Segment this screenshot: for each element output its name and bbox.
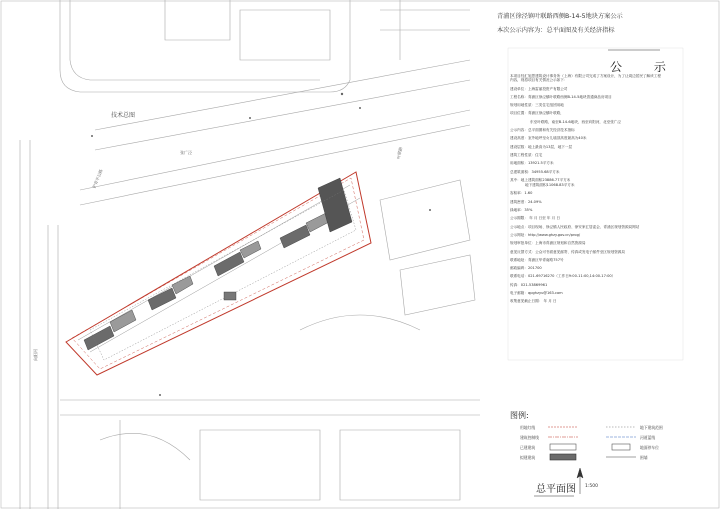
notice-line: 电子邮箱：qpghzyu@163.com [510, 291, 563, 296]
notice-line: 容积率：1.60 [510, 191, 533, 196]
notice-line: 规划用地性质：三类住宅组团用地 [510, 103, 564, 108]
notice-line: 项目位置：青浦区徐泾镇叶联路， [510, 111, 564, 116]
road-label-yelian: 叶联路 [395, 146, 404, 160]
road-label-huqingping: 沪青平公路 [91, 168, 104, 190]
notice-line: 内容，现将项目有关情况公示如下： [510, 78, 568, 83]
legend-item: 地下建筑范围 [640, 425, 663, 430]
plan-scale: 1:500 [585, 484, 598, 489]
road-label-xiangyang: 向阳河 [33, 349, 38, 361]
legend-item: 河道蓝线 [640, 435, 656, 440]
legend-item: 拟建建筑 [520, 455, 536, 460]
notice-line: 邮政编码：201700 [510, 266, 542, 271]
plan-title: 总平面图 [536, 484, 576, 495]
notice-line: 建设高度：室外地坪至女儿墙顶高度最高为40米 [510, 136, 587, 141]
notice-title: 公 示 [610, 60, 680, 74]
notice-line: 公示网址：http://www.ghzy.gov.cn/prog/ [510, 232, 581, 237]
notice-line: 传真：021-53869961 [510, 282, 548, 287]
legend-item: 围墙 [640, 455, 648, 460]
road-label-zhangguangjing: 张广泾 [180, 150, 192, 155]
tech-plan-label: 技术总图 [111, 112, 136, 119]
legend-item: 地面停车位 [640, 445, 659, 450]
notice-line: 工程名称：青浦区徐泾镇叶联路西侧B-14-5地块普通商品房项目 [510, 94, 612, 99]
notice-body [510, 74, 682, 304]
notice-line: 其中：地上建筑面积23886.77平方米 [510, 177, 571, 182]
notice-line: 联系地址：青浦区华青南路757号 [510, 257, 564, 262]
notice-line: 公示期限： 年 月 日至 年 月 日 [510, 216, 560, 221]
notice-line: 本项目经汇旭思建筑设计事务所（上海）有限公司完成了方案设计，为了让周边居民了解该工程 [510, 74, 661, 78]
legend-title: 图例: [510, 411, 529, 420]
legend-item: 用地红线 [520, 425, 536, 430]
legend-item: 建筑控制线 [520, 435, 539, 440]
notice-line: 绿地率：35% [510, 208, 533, 213]
notice-line: 总建筑面积：34955.68平方米 [510, 169, 560, 174]
notice-line: 地下建筑面积11068.83平方米 [525, 183, 575, 188]
notice-line: 东至叶联路，南至B-14-6地块，西至向阳河，北至张广泾 [530, 119, 621, 124]
notice-line: 公示地点：项目现场、徐泾镇人民政府、徐安家汇居委会、青浦区规划资源局网站 [510, 224, 640, 229]
notice-line: 联系电话：021-69716270（工作日9:00-11:00,14:00-17:00） [510, 274, 616, 279]
notice-line: 意见反馈方式：公众可书面意见邮寄、传真或发电子邮件至区规划资源局 [510, 249, 625, 254]
header-subtitle: 本次公示内容为：总平面图及有关经济指标 [497, 27, 615, 34]
notice-line: 用地面积：13921.5平方米 [510, 161, 554, 166]
legend-item: 已建建筑 [520, 445, 536, 450]
notice-line: 建设单位：上海雷丽投资产有限公司 [510, 86, 568, 91]
notice-line: 建设层数：地上最高为13层，地下一层 [510, 144, 573, 149]
notice-line: 收集意见截止日期： 年 月 日 [510, 299, 557, 304]
notice-line: 公示内容：总平面图和有关经济技术指标 [510, 128, 575, 133]
notice-line: 建筑工程性质：住宅 [510, 152, 543, 157]
header-title: 青浦区徐泾镇叶联路西侧B-14-5地块方案公示 [497, 13, 623, 20]
notice-line: 建筑密度：24.09% [510, 199, 542, 204]
notice-line: 规划审批单位：上海市青浦区规划和自然资源局 [510, 241, 586, 246]
